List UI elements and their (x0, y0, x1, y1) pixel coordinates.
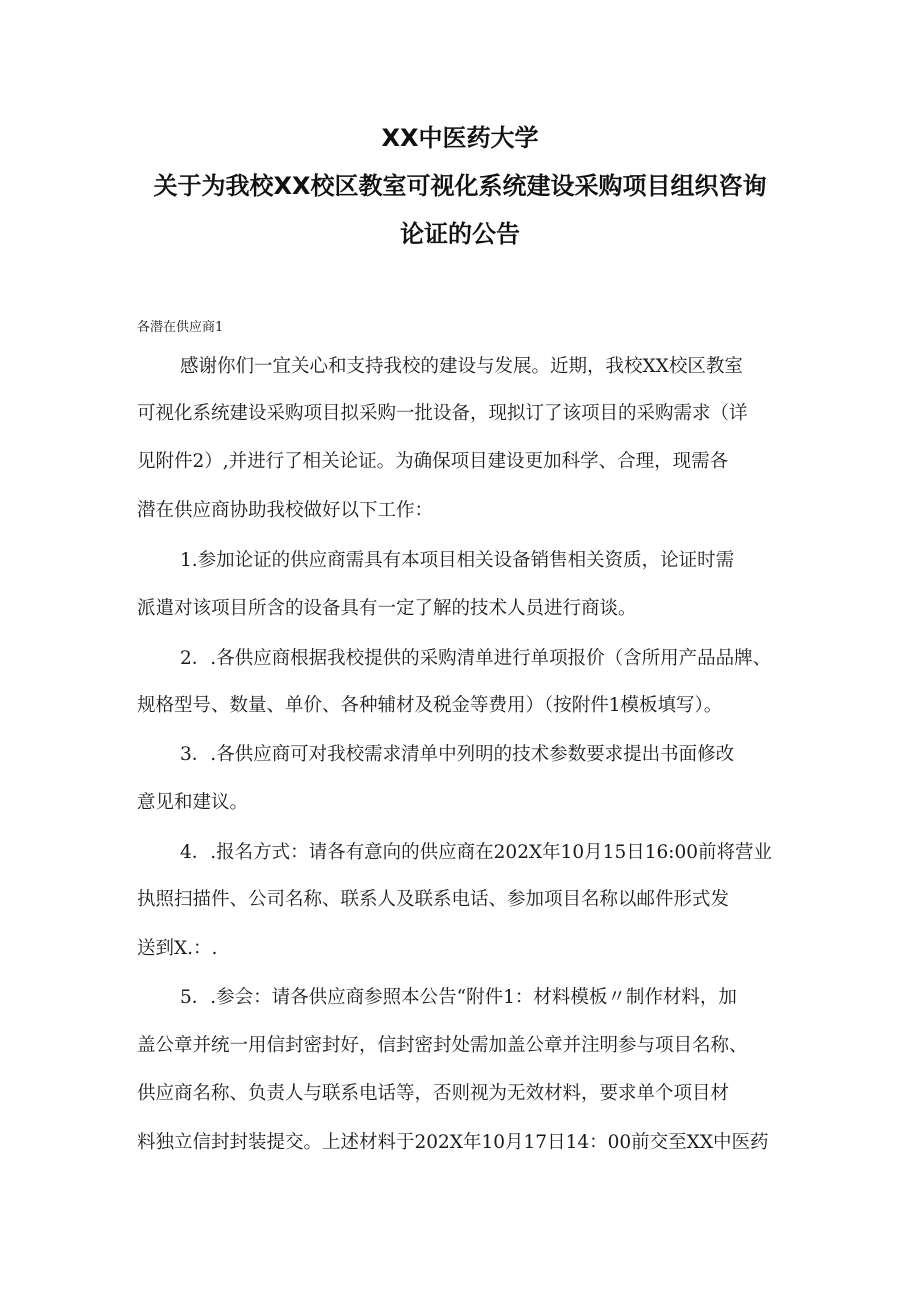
salutation: 各潜在供应商1 (137, 320, 224, 335)
body-line: 派遣对该项目所含的设备具有一定了解的技术人员进行商谈。 (137, 598, 637, 619)
body-line: 4．.报名方式：请各有意向的供应商在202X年10月15日16:00前将营业 (180, 842, 773, 863)
body-line: 料独立信封封装提交。上述材料于202X年10月17日14：00前交至XX中医药 (137, 1132, 769, 1153)
body-line: 2．.各供应商根据我校提供的采购清单进行单项报价（含所用产品品牌、 (180, 648, 772, 669)
body-line: 送到X.：. (137, 938, 218, 959)
body-line: 潜在供应商协助我校做好以下工作： (137, 500, 434, 521)
title-line-1: XX中医药大学 (381, 124, 539, 152)
body-line: 1.参加论证的供应商需具有本项目相关设备销售相关资质，论证时需 (180, 550, 735, 571)
body-line: 供应商名称、负责人与联系电话等，否则视为无效材料，要求单个项目材 (137, 1083, 730, 1104)
title-line-3: 论证的公告 (400, 220, 520, 248)
body-line: 意见和建议。 (137, 792, 249, 813)
body-line: 见附件2）,并进行了相关论证。为确保项目建设更加科学、合理，现需各 (137, 451, 729, 472)
title-line-2: 关于为我校XX校区教室可视化系统建设采购项目组织咨询 (153, 172, 767, 200)
body-line: 盖公章并统一用信封密封好，信封密封处需加盖公章并注明参与项目名称、 (137, 1035, 748, 1056)
body-line: 执照扫描件、公司名称、联系人及联系电话、参加项目名称以邮件形式发 (137, 889, 730, 910)
body-line: 规格型号、数量、单价、各种辅材及税金等费用）（按附件1模板填写）。 (137, 695, 723, 716)
body-line: 5．.参会：请各供应商参照本公告“附件1：材料模板〃制作材料，加 (180, 987, 737, 1008)
body-line: 可视化系统建设采购项目拟采购一批设备，现拟订了该项目的采购需求（详 (137, 403, 748, 424)
body-line: 3．.各供应商可对我校需求清单中列明的技术参数要求提出书面修改 (180, 744, 735, 765)
body-line: 感谢你们一宜关心和支持我校的建设与发展。近期，我校XX校区教室 (180, 356, 743, 377)
